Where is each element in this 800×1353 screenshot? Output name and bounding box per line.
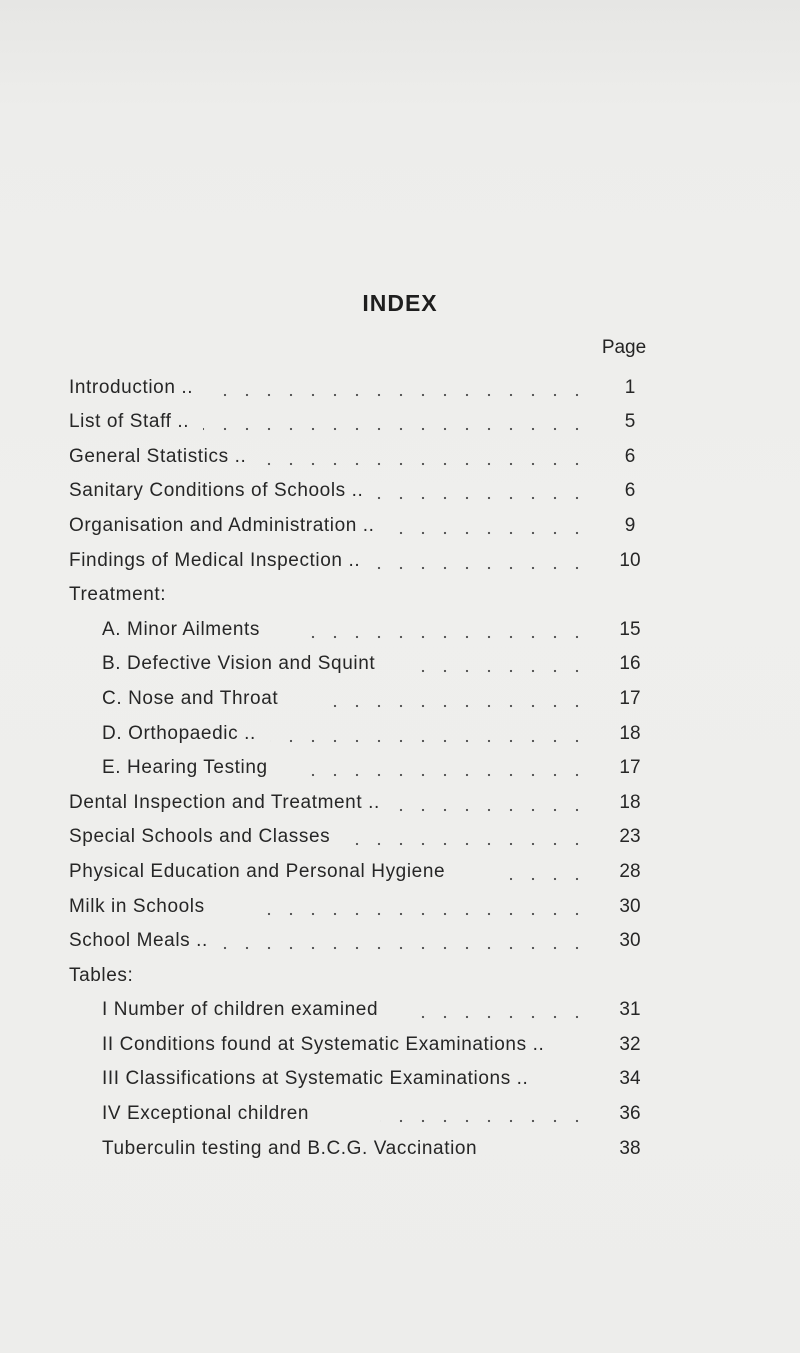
entry-page-number: 9 <box>624 514 636 536</box>
entry-label: Introduction .. <box>69 376 194 398</box>
entry-page-number: 30 <box>619 930 641 952</box>
index-entry <box>0 681 800 716</box>
index-entry <box>0 889 800 924</box>
entry-label: Findings of Medical Inspection .. <box>69 549 361 571</box>
index-entry <box>0 439 800 474</box>
index-entry <box>0 508 800 543</box>
entry-label: III Classifications at Systematic Examinations .. <box>102 1068 529 1090</box>
leader-dots <box>350 842 588 846</box>
index-entry <box>0 820 800 855</box>
entry-page-number: 28 <box>619 860 641 882</box>
entry-page-number: 1 <box>624 376 636 398</box>
entry-label: General Statistics .. <box>69 445 247 467</box>
entry-page-number: 31 <box>619 999 641 1021</box>
leader-dots <box>207 393 588 397</box>
entry-label: C. Nose and Throat <box>102 687 279 709</box>
entry-page-number: 34 <box>619 1068 641 1090</box>
entry-label: School Meals .. <box>69 930 208 952</box>
entry-page-number: 18 <box>619 722 641 744</box>
index-entry <box>0 405 800 440</box>
entry-page-number: 23 <box>619 826 641 848</box>
index-entry <box>0 647 800 682</box>
entry-page-number: 10 <box>619 549 641 571</box>
entry-label: Tables: <box>69 964 134 986</box>
entry-page-number: 6 <box>624 480 636 502</box>
index-entry <box>0 543 800 578</box>
index-entry <box>0 751 800 786</box>
index-entry <box>0 958 800 993</box>
entry-page-number: 36 <box>619 1103 641 1125</box>
page-column-heading: Page <box>601 337 647 358</box>
index-entry <box>0 716 800 751</box>
entry-page-number: 17 <box>619 757 641 779</box>
entry-label: E. Hearing Testing <box>102 757 268 779</box>
index-entry <box>0 612 800 647</box>
leader-dots <box>374 566 588 570</box>
index-entry <box>0 1131 800 1166</box>
entry-page-number: 18 <box>619 791 641 813</box>
entry-page-number: 15 <box>619 618 641 640</box>
entry-label: Dental Inspection and Treatment .. <box>69 791 380 813</box>
index-entry <box>0 578 800 613</box>
leader-dots <box>420 1015 588 1019</box>
entry-page-number: 32 <box>619 1033 641 1055</box>
index-title: INDEX <box>362 290 438 316</box>
leader-dots <box>260 462 588 466</box>
entry-label: Tuberculin testing and B.C.G. Vaccination <box>102 1137 478 1159</box>
entry-label: IV Exceptional children <box>102 1103 310 1125</box>
entry-label: Sanitary Conditions of Schools .. <box>69 480 364 502</box>
entry-page-number: 5 <box>624 411 636 433</box>
entry-label: List of Staff .. <box>69 411 190 433</box>
leader-dots <box>377 496 588 500</box>
entry-page-number: 6 <box>624 445 636 467</box>
entry-label: Milk in Schools <box>69 895 205 917</box>
leader-dots <box>300 773 588 777</box>
entry-label: Physical Education and Personal Hygiene <box>69 860 446 882</box>
entry-label: Special Schools and Classes <box>69 826 331 848</box>
entry-label: Organisation and Administration .. <box>69 514 375 536</box>
index-entry <box>0 1062 800 1097</box>
leader-dots <box>420 669 588 673</box>
entry-label: I Number of children examined <box>102 999 379 1021</box>
leader-dots <box>300 635 588 639</box>
entry-label: B. Defective Vision and Squint <box>102 653 376 675</box>
leader-dots <box>203 427 588 431</box>
leader-dots <box>394 808 588 812</box>
index-entry <box>0 1096 800 1131</box>
entry-page-number: 38 <box>619 1137 641 1159</box>
leader-dots <box>270 739 588 743</box>
entry-page-number: 30 <box>619 895 641 917</box>
index-entry <box>0 370 800 405</box>
entry-label: II Conditions found at Systematic Examinations .. <box>102 1033 545 1055</box>
index-entry <box>0 474 800 509</box>
leader-dots <box>330 704 588 708</box>
leader-dots <box>380 1119 588 1123</box>
index-entry <box>0 854 800 889</box>
entry-page-number: 16 <box>619 653 641 675</box>
leader-dots <box>510 877 588 881</box>
index-entry <box>0 785 800 820</box>
leader-dots <box>222 946 588 950</box>
entry-label: Treatment: <box>69 584 167 606</box>
index-entries <box>0 370 800 1166</box>
index-entry <box>0 1027 800 1062</box>
leader-dots <box>260 912 588 916</box>
index-entry <box>0 924 800 959</box>
entry-label: D. Orthopaedic .. <box>102 722 256 744</box>
leader-dots <box>389 531 588 535</box>
index-entry <box>0 993 800 1028</box>
entry-page-number: 17 <box>619 687 641 709</box>
entry-label: A. Minor Ailments <box>102 618 261 640</box>
